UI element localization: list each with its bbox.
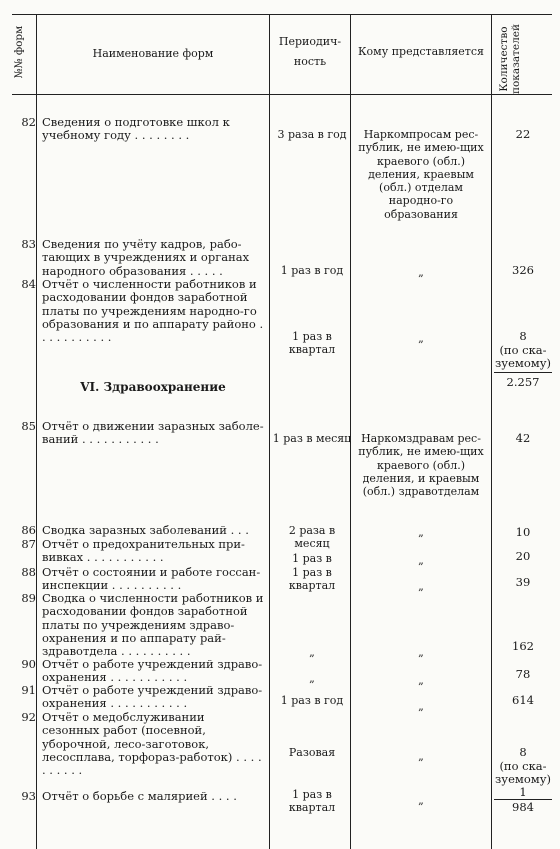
column-divider (36, 14, 37, 849)
row-number: 86 (21, 523, 36, 537)
row-form-name: Отчёт о работе учреждений здраво-охранения . . . . . . . . . . . (42, 657, 263, 685)
row-count: 78 (515, 667, 531, 681)
row-count: 39 (515, 575, 531, 589)
row-number: 92 (21, 710, 36, 724)
row-count: 614 (512, 693, 534, 707)
row-form-name: Отчёт о численности работников и расходовании фондов заработной платы по учреждениям народно-го образования и по аппарату районо . . . . . . . . . . . (42, 277, 264, 345)
row-count: 8 (519, 745, 527, 759)
row-number: 82 (21, 115, 36, 129)
section-total: 984 (512, 800, 534, 814)
row-recipient: „ (418, 750, 424, 763)
row-form-name: Отчёт о борьбе с малярией . . . . (42, 789, 237, 803)
row-periodicity: 1 раз в месяц (272, 432, 352, 445)
row-recipient: „ (418, 554, 424, 567)
table-top-rule (12, 14, 552, 15)
row-recipient: „ (418, 646, 424, 659)
row-recipient: „ (418, 674, 424, 687)
row-number: 88 (21, 565, 36, 579)
row-periodicity: 2 раза в месяц (288, 524, 336, 551)
row-periodicity: „ (309, 672, 315, 685)
header-form-name: Наименование форм (92, 47, 214, 60)
header-periodicity-1: Периодич- (278, 35, 342, 48)
row-form-name: Сведения по учёту кадров, рабо-тающих в учреждениях и органах народного образования . . . . . (42, 237, 250, 278)
row-number: 89 (21, 591, 36, 605)
total-rule (494, 372, 552, 373)
row-number: 84 (21, 277, 36, 291)
section-title: VI. Здравоохранение (80, 380, 226, 394)
row-periodicity: 3 раза в год (277, 128, 347, 141)
row-number: 93 (21, 789, 36, 803)
row-form-name: Сведения о подготовке школ к учебному году . . . . . . . . (42, 115, 230, 143)
row-recipient: Наркомздравам рес-публик, не имею-щих краевого (обл.) деления, и краевым (обл.) здравотделам (358, 432, 484, 499)
header-count: Количество показателей (498, 23, 522, 95)
column-divider (269, 14, 270, 849)
row-form-name: Сводка заразных заболеваний . . . (42, 523, 249, 537)
row-periodicity: 1 раз в год (280, 694, 344, 707)
row-form-name: Отчёт о работе учреждений здраво-охранения . . . . . . . . . . . (42, 683, 263, 711)
header-recipient: Кому представляется (358, 45, 484, 58)
row-number: 91 (21, 683, 36, 697)
header-form-number: №№ форм (13, 25, 25, 79)
row-count-note: (по ска-зуемому) (495, 343, 551, 371)
row-count: 8 (519, 329, 527, 343)
row-count: 20 (515, 549, 531, 563)
row-recipient: „ (418, 794, 424, 807)
row-periodicity: 1 раз в год (280, 264, 344, 277)
row-count: 22 (515, 127, 531, 141)
row-recipient: „ (418, 526, 424, 539)
header-bottom-rule (12, 94, 552, 95)
row-recipient: „ (418, 266, 424, 279)
row-recipient: Наркомпросам рес-публик, не имею-щих краевого (обл.) деления, краевым (обл.) отделам народно-го образования (358, 128, 484, 221)
row-recipient: „ (418, 580, 424, 593)
row-form-name: Сводка о численности работников и расходовании фондов заработной платы по учреждениям здраво-охранения и по аппарату рай-здравотдела . . . . . . . . . . (42, 591, 264, 659)
row-recipient: „ (418, 700, 424, 713)
row-periodicity: 1 раз в квартал (288, 330, 336, 357)
row-periodicity: Разовая (288, 746, 336, 759)
section-total: 2.257 (506, 375, 540, 389)
row-count: 326 (512, 263, 534, 277)
row-periodicity: 1 раз в (292, 552, 332, 565)
row-count: 10 (515, 525, 531, 539)
row-number: 87 (21, 537, 36, 551)
row-form-name: Отчёт о предохранительных при-вивках . . . . . . . . . . . (42, 537, 245, 565)
row-form-name: Отчёт о движении заразных заболе-ваний . . . . . . . . . . . (42, 419, 264, 447)
row-periodicity: 1 раз в квартал (288, 566, 336, 593)
row-periodicity: „ (309, 646, 315, 659)
header-periodicity-2: ность (293, 55, 327, 68)
row-count: 162 (512, 639, 534, 653)
row-count: 1 (519, 785, 527, 799)
row-form-name: Отчёт о медобслуживании сезонных работ (посевной, уборочной, лесо-заготовок, лесосплава, торфораз-работок) . . . . . . . . . . (42, 710, 262, 778)
row-number: 83 (21, 237, 36, 251)
row-count-note: (по ска-зуемому) (495, 759, 551, 787)
row-number: 85 (21, 419, 36, 433)
row-form-name: Отчёт о состоянии и работе госсан-инспекции . . . . . . . . . . (42, 565, 261, 593)
row-number: 90 (21, 657, 36, 671)
row-periodicity: 1 раз в квартал (288, 788, 336, 815)
row-recipient: „ (418, 332, 424, 345)
row-count: 42 (515, 431, 531, 445)
